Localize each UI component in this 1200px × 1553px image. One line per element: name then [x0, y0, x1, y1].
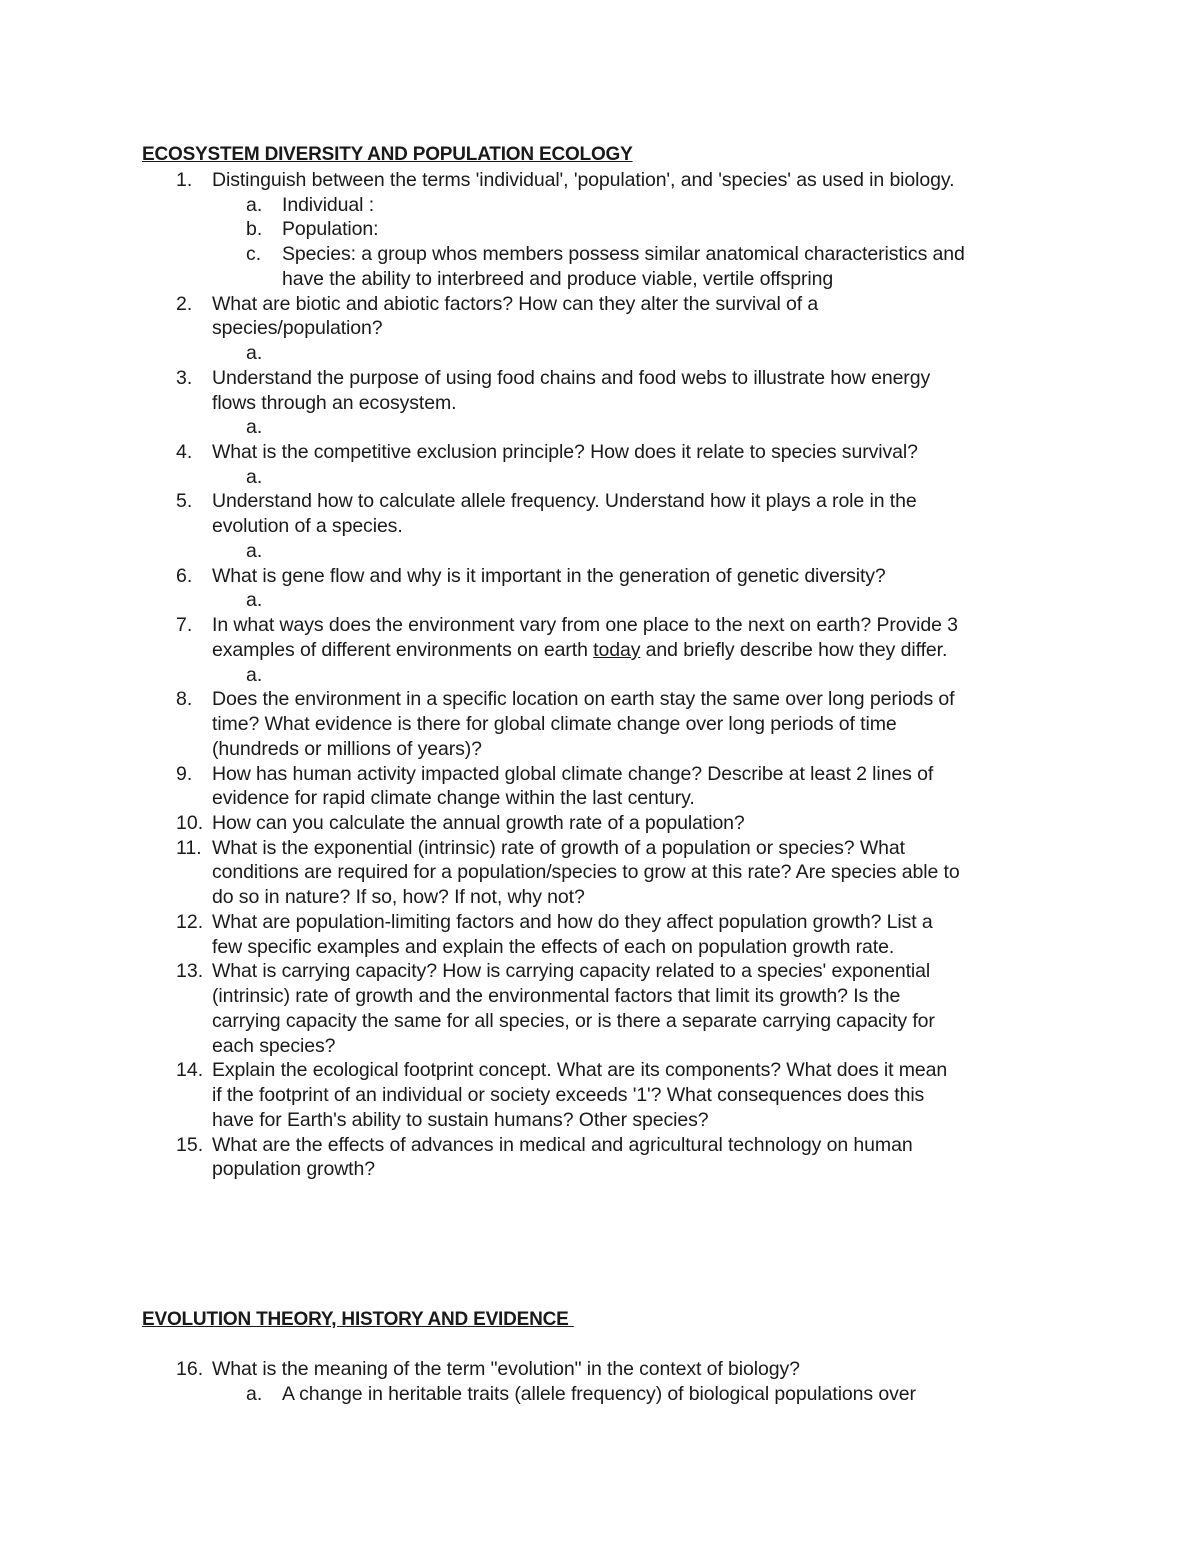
- question-text: Understand how to calculate allele frequency. Understand how it plays a role in the: [212, 490, 917, 512]
- question-text: Does the environment in a specific location on earth stay the same over long periods of: [212, 688, 955, 710]
- question-text: few specific examples and explain the effects of each on population growth rate.: [212, 936, 895, 958]
- question-text: What are the effects of advances in medical and agricultural technology on human: [212, 1134, 913, 1156]
- subitem-text: have the ability to interbreed and produce viable, vertile offspring: [282, 268, 834, 290]
- subitem-letter: a.: [246, 466, 263, 488]
- subitem-letter: c.: [246, 243, 262, 265]
- question-text: each species?: [212, 1035, 336, 1057]
- question-text: (intrinsic) rate of growth and the environmental factors that limit its growth? Is the: [212, 985, 901, 1007]
- subitem-text: A change in heritable traits (allele frequency) of biological populations over: [282, 1383, 916, 1405]
- section-heading-ecosystem: ECOSYSTEM DIVERSITY AND POPULATION ECOLOGY: [142, 144, 633, 165]
- question-text: In what ways does the environment vary from one place to the next on earth? Provide 3: [212, 614, 958, 636]
- question-text: [212, 638, 947, 663]
- question-number: 15.: [176, 1134, 204, 1156]
- question-text: species/population?: [212, 317, 383, 339]
- subitem-text: Species: a group whos members possess similar anatomical characteristics and: [282, 243, 965, 265]
- question-text: population growth?: [212, 1158, 375, 1180]
- question-text: What is the meaning of the term "evolution" in the context of biology?: [212, 1358, 800, 1380]
- question-text: What is the competitive exclusion principle? How does it relate to species survival?: [212, 441, 918, 463]
- question-text: evidence for rapid climate change within the last century.: [212, 787, 695, 809]
- subitem-letter: a.: [246, 589, 263, 611]
- question-number: 2.: [176, 293, 193, 315]
- question-text: What is carrying capacity? How is carrying capacity related to a species' exponential: [212, 960, 931, 982]
- question-text: What are biotic and abiotic factors? How can they alter the survival of a: [212, 293, 819, 315]
- question-text: if the footprint of an individual or society exceeds '1'? What consequences does this: [212, 1084, 925, 1106]
- question-text: (hundreds or millions of years)?: [212, 738, 482, 760]
- question-text: do so in nature? If so, how? If not, why not?: [212, 886, 585, 908]
- question-text: What are population-limiting factors and how do they affect population growth? List a: [212, 911, 933, 933]
- question-number: 13.: [176, 960, 204, 982]
- question-text-part: and briefly describe how they differ.: [640, 639, 948, 661]
- underlined-word: today: [593, 639, 641, 661]
- subitem-letter: a.: [246, 540, 263, 562]
- question-text: What is the exponential (intrinsic) rate of growth of a population or species? What: [212, 837, 905, 859]
- question-text: flows through an ecosystem.: [212, 392, 457, 414]
- question-number: 5.: [176, 490, 193, 512]
- question-number: 10.: [176, 812, 204, 834]
- subitem-letter: b.: [246, 218, 263, 240]
- question-text: time? What evidence is there for global climate change over long periods of time: [212, 713, 897, 735]
- question-number: 1.: [176, 169, 193, 191]
- subitem-text: Individual :: [282, 194, 375, 216]
- question-text: have for Earth's ability to sustain humans? Other species?: [212, 1109, 709, 1131]
- question-text: How can you calculate the annual growth rate of a population?: [212, 812, 745, 834]
- question-number: 3.: [176, 367, 193, 389]
- section-heading-evolution: EVOLUTION THEORY, HISTORY AND EVIDENCE: [142, 1309, 574, 1330]
- question-text: carrying capacity the same for all species, or is there a separate carrying capacity for: [212, 1010, 935, 1032]
- subitem-letter: a.: [246, 416, 263, 438]
- question-number: 4.: [176, 441, 193, 463]
- question-number: 14.: [176, 1059, 204, 1081]
- question-text: How has human activity impacted global climate change? Describe at least 2 lines of: [212, 763, 934, 785]
- question-number: 6.: [176, 565, 193, 587]
- question-text: Understand the purpose of using food chains and food webs to illustrate how energy: [212, 367, 931, 389]
- subitem-text: Population:: [282, 218, 379, 240]
- question-text: evolution of a species.: [212, 515, 403, 537]
- question-number: 7.: [176, 614, 193, 636]
- question-text: Explain the ecological footprint concept. What are its components? What does it mean: [212, 1059, 948, 1081]
- question-number: 9.: [176, 763, 193, 785]
- question-number: 8.: [176, 688, 193, 710]
- subitem-letter: a.: [246, 342, 263, 364]
- question-number: 11.: [176, 837, 202, 859]
- question-text: Distinguish between the terms 'individual', 'population', and 'species' as used in biology.: [212, 169, 955, 191]
- question-number: 12.: [176, 911, 204, 933]
- subitem-letter: a.: [246, 194, 263, 216]
- question-text: conditions are required for a population/species to grow at this rate? Are species able to: [212, 861, 960, 883]
- question-number: 16.: [176, 1358, 204, 1380]
- question-text-part: examples of different environments on earth: [212, 639, 594, 661]
- question-text: What is gene flow and why is it important in the generation of genetic diversity?: [212, 565, 886, 587]
- subitem-letter: a.: [246, 1383, 263, 1405]
- subitem-letter: a.: [246, 664, 263, 686]
